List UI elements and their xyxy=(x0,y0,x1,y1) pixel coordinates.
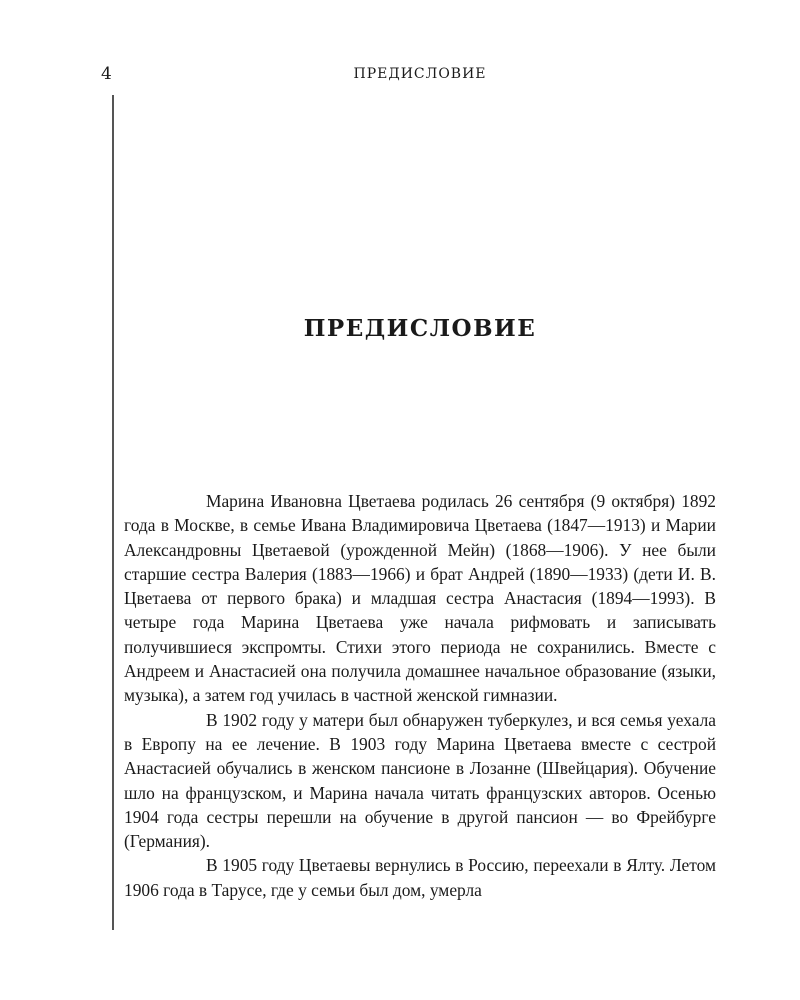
paragraph: В 1902 году у матери был обнаружен туберкулез, и вся семья уехала в Европу на ее лечение. В 1903 году Марина Цветаева вместе с сестрой Анастасией обучались в женском пансионе в Лозанне (Швейцария). Обучение шло на французском, и Марина начала читать французских авторов. Осенью 1904 года сестры перешли на обучение в другой пансион — во Фрейбурге (Германия). xyxy=(124,709,716,852)
page-number: 4 xyxy=(101,64,112,84)
running-header: ПРЕДИСЛОВИЕ xyxy=(353,66,487,82)
paragraph: В 1905 году Цветаевы вернулись в Россию, переехали в Ялту. Летом 1906 года в Тарусе, где у семьи был дом, умерла xyxy=(124,855,716,900)
margin-rule xyxy=(112,95,114,930)
chapter-title: ПРЕДИСЛОВИЕ xyxy=(303,315,537,343)
body-text xyxy=(124,489,716,902)
paragraph: Марина Ивановна Цветаева родилась 26 сентября (9 октября) 1892 года в Москве, в семье Ивана Владимировича Цветаева (1847—1913) и Марии Александровны Цветаевой (урожденной Мейн) (1868—1906). У нее были старшие сестра Валерия (1883—1966) и брат Андрей (1890—1933) (дети И. В. Цветаева от первого брака) и младшая сестра Анастасия (1894—1993). В четыре года Марина Цветаева уже начала рифмовать и записывать получившиеся экспромты. Стихи этого периода не сохранились. Вместе с Андреем и Анастасией она получила домашнее начальное образование (языки, музыка), а затем год училась в частной женской гимназии. xyxy=(124,491,716,706)
